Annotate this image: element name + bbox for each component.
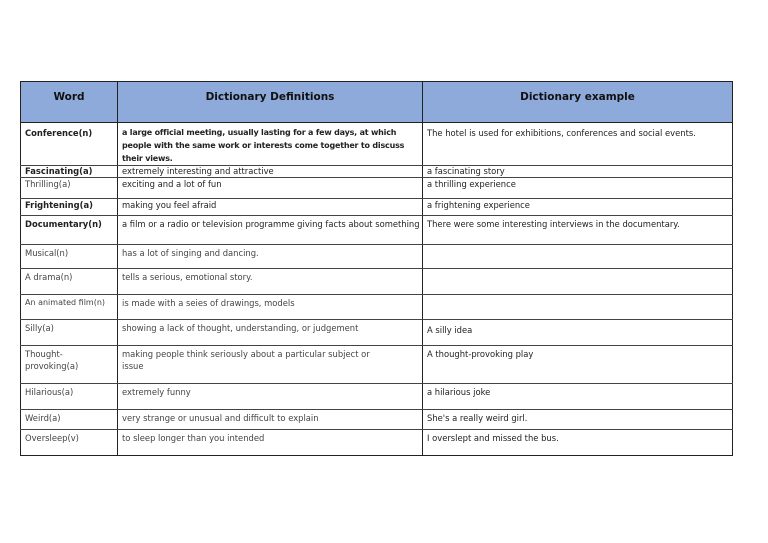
- word-cell: Oversleep(v): [21, 430, 118, 456]
- table-row: [21, 320, 733, 346]
- definition-cell: showing a lack of thought, understanding, or judgement: [118, 320, 423, 346]
- example-cell: a fascinating story: [423, 166, 733, 178]
- definition-cell: is made with a seies of drawings, models: [118, 295, 423, 320]
- definition-cell: a film or a radio or television programme giving facts about something: [118, 216, 423, 245]
- word-cell: Hilarious(a): [21, 384, 118, 410]
- document-page: [20, 81, 732, 456]
- definition-cell: has a lot of singing and dancing.: [118, 245, 423, 269]
- table-row: [21, 199, 733, 216]
- definition-cell: extremely interesting and attractive: [118, 166, 423, 178]
- header-row: [21, 82, 733, 123]
- vocabulary-table: [20, 81, 733, 456]
- table-row: [21, 166, 733, 178]
- definition-text: a large official meeting, usually lasting for a few days, at which people with the same work or interests come together to discuss their views.: [122, 128, 405, 163]
- example-cell: a frightening experience: [423, 199, 733, 216]
- word-cell: Documentary(n): [21, 216, 118, 245]
- definition-cell: exciting and a lot of fun: [118, 178, 423, 199]
- word-cell: An animated film(n): [21, 295, 118, 320]
- table-row: [21, 410, 733, 430]
- header-example: Dictionary example: [423, 82, 733, 123]
- table-row: [21, 346, 733, 384]
- word-cell: Frightening(a): [21, 199, 118, 216]
- definition-cell: very strange or unusual and difficult to explain: [118, 410, 423, 430]
- example-cell: a hilarious joke: [423, 384, 733, 410]
- definition-cell: making you feel afraid: [118, 199, 423, 216]
- word-cell: Musical(n): [21, 245, 118, 269]
- word-cell: Fascinating(a): [21, 166, 118, 178]
- table-row: [21, 123, 733, 166]
- header-word: Word: [21, 82, 118, 123]
- word-cell: Silly(a): [21, 320, 118, 346]
- word-cell: Conference(n): [21, 123, 118, 166]
- definition-cell: tells a serious, emotional story.: [118, 269, 423, 295]
- definition-cell: extremely funny: [118, 384, 423, 410]
- definition-cell: making people think seriously about a particular subject or issue: [118, 346, 423, 384]
- example-cell: [423, 295, 733, 320]
- table-row: [21, 384, 733, 410]
- table-row: [21, 216, 733, 245]
- definition-cell: [118, 123, 423, 166]
- example-cell: The hotel is used for exhibitions, conferences and social events.: [423, 123, 733, 166]
- table-row: [21, 245, 733, 269]
- table-row: [21, 295, 733, 320]
- example-cell: a thrilling experience: [423, 178, 733, 199]
- table-row: [21, 269, 733, 295]
- example-cell: [423, 269, 733, 295]
- word-cell: A drama(n): [21, 269, 118, 295]
- header-definitions: Dictionary Definitions: [118, 82, 423, 123]
- example-cell: She's a really weird girl.: [423, 410, 733, 430]
- word-cell: Thought-provoking(a): [21, 346, 118, 384]
- example-cell: [423, 245, 733, 269]
- example-cell: A silly idea: [423, 320, 733, 346]
- example-cell: A thought-provoking play: [423, 346, 733, 384]
- table-row: [21, 430, 733, 456]
- definition-cell: to sleep longer than you intended: [118, 430, 423, 456]
- example-cell: I overslept and missed the bus.: [423, 430, 733, 456]
- table-row: [21, 178, 733, 199]
- word-cell: Weird(a): [21, 410, 118, 430]
- word-cell: Thrilling(a): [21, 178, 118, 199]
- example-cell: There were some interesting interviews in the documentary.: [423, 216, 733, 245]
